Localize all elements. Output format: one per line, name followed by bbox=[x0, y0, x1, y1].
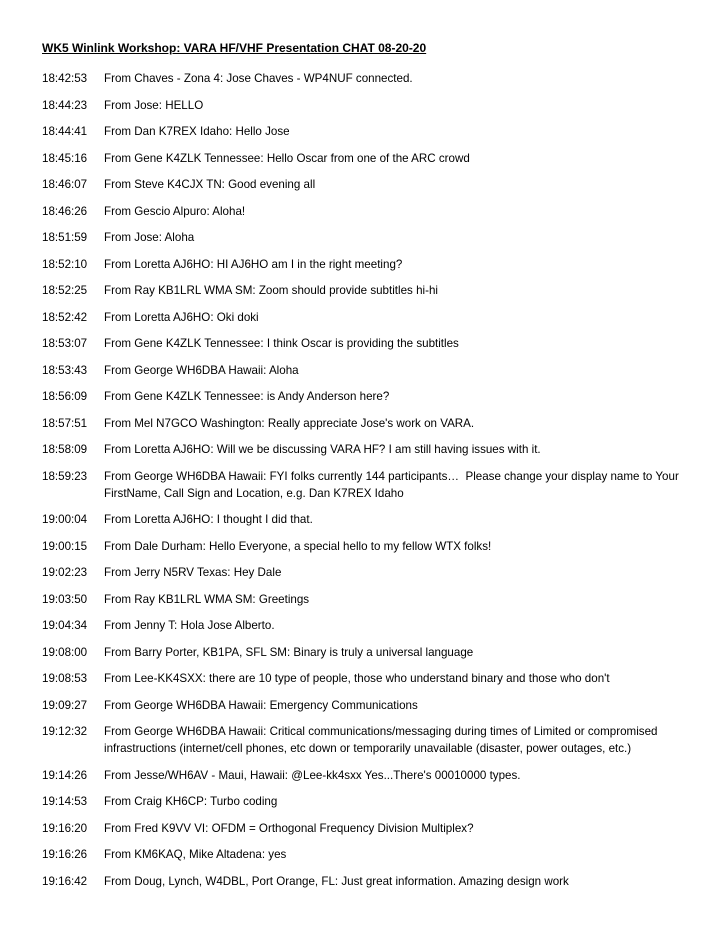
chat-entry-time: 19:16:20 bbox=[42, 821, 88, 835]
chat-entry bbox=[42, 309, 720, 326]
chat-entry-time: 18:52:25 bbox=[42, 284, 88, 297]
chat-entry-message: From Chaves - Zona 4: Jose Chaves - WP4NUF connected. bbox=[104, 72, 413, 85]
chat-entry-message: From Jenny T: Hola Jose Alberto. bbox=[104, 619, 275, 632]
chat-entry bbox=[42, 617, 720, 634]
chat-entry-time: 18:52:10 bbox=[42, 257, 88, 271]
chat-entry-time: 19:00:15 bbox=[42, 539, 88, 553]
chat-entry-message: From George WH6DBA Hawaii: Emergency Communications bbox=[104, 698, 418, 712]
chat-entry-time: 19:03:50 bbox=[42, 592, 88, 606]
chat-entry bbox=[42, 670, 720, 687]
chat-entry-message: From Gene K4ZLK Tennessee: Hello Oscar from one of the ARC crowd bbox=[104, 151, 470, 165]
chat-entry-message: From Jerry N5RV Texas: Hey Dale bbox=[104, 566, 282, 579]
chat-entry-time: 18:57:51 bbox=[42, 416, 88, 430]
chat-entry-time: 18:44:41 bbox=[42, 125, 88, 138]
chat-entry-message: From George WH6DBA Hawaii: Aloha bbox=[104, 363, 299, 377]
chat-entry bbox=[42, 70, 720, 87]
chat-entry bbox=[42, 388, 720, 405]
chat-entry-time: 18:56:09 bbox=[42, 390, 88, 403]
chat-entry bbox=[42, 441, 720, 458]
chat-entry bbox=[42, 511, 720, 528]
chat-entry-message: From Barry Porter, KB1PA, SFL SM: Binary is truly a universal language bbox=[104, 645, 474, 659]
chat-entry-time: 19:00:04 bbox=[42, 513, 88, 526]
chat-entry-message: From George WH6DBA Hawaii: FYI folks currently 144 participants… Please change your display name to Your FirstName, Call Sign and Location, e.g. Dan K7REX Idaho bbox=[104, 469, 683, 500]
chat-entry-message: From Craig KH6CP: Turbo coding bbox=[104, 795, 278, 808]
chat-entry bbox=[42, 415, 720, 432]
chat-entry-message: From Loretta AJ6HO: I thought I did that. bbox=[104, 513, 313, 526]
chat-entry-time: 19:16:26 bbox=[42, 848, 88, 861]
chat-entry-message: From Gescio Alpuro: Aloha! bbox=[104, 204, 246, 218]
chat-entry bbox=[42, 335, 720, 352]
chat-entry-message: From Jose: Aloha bbox=[104, 231, 195, 244]
chat-entry bbox=[42, 564, 720, 581]
chat-entry-time: 18:58:09 bbox=[42, 443, 88, 456]
chat-entry-time: 19:08:00 bbox=[42, 645, 88, 659]
chat-entry-time: 18:53:43 bbox=[42, 363, 88, 377]
chat-entry-message: From Gene K4ZLK Tennessee: is Andy Anderson here? bbox=[104, 390, 390, 403]
chat-entry-message: From Loretta AJ6HO: Oki doki bbox=[104, 310, 259, 324]
chat-entry-time: 19:14:26 bbox=[42, 768, 88, 782]
chat-entry-time: 18:59:23 bbox=[42, 469, 88, 483]
chat-entry bbox=[42, 697, 720, 714]
chat-log bbox=[42, 70, 720, 890]
chat-entry-time: 19:02:23 bbox=[42, 566, 88, 579]
chat-entry-time: 19:12:32 bbox=[42, 725, 88, 738]
chat-entry-message: From Fred K9VV VI: OFDM = Orthogonal Frequency Division Multiplex? bbox=[104, 821, 474, 835]
chat-entry bbox=[42, 846, 720, 863]
chat-entry-time: 18:42:53 bbox=[42, 72, 88, 85]
chat-entry-message: From Ray KB1LRL WMA SM: Greetings bbox=[104, 592, 310, 606]
chat-entry bbox=[42, 123, 720, 140]
chat-entry bbox=[42, 203, 720, 220]
chat-entry-message: From Loretta AJ6HO: Will we be discussing VARA HF? I am still having issues with it. bbox=[104, 443, 541, 456]
document-title: WK5 Winlink Workshop: VARA HF/VHF Presentation CHAT 08-20-20 bbox=[42, 41, 427, 55]
chat-entry-message: From Dan K7REX Idaho: Hello Jose bbox=[104, 125, 290, 138]
chat-entry-message: From Ray KB1LRL WMA SM: Zoom should provide subtitles hi-hi bbox=[104, 284, 438, 297]
chat-entry bbox=[42, 538, 720, 555]
chat-entry-message: From Dale Durham: Hello Everyone, a special hello to my fellow WTX folks! bbox=[104, 539, 492, 553]
chat-entry-message: From Mel N7GCO Washington: Really appreciate Jose's work on VARA. bbox=[104, 416, 475, 430]
chat-entry bbox=[42, 282, 720, 299]
chat-entry-message: From Lee-KK4SXX: there are 10 type of people, those who understand binary and those who don't bbox=[104, 672, 610, 685]
chat-entry bbox=[42, 97, 720, 114]
chat-entry-message: From Loretta AJ6HO: HI AJ6HO am I in the right meeting? bbox=[104, 257, 403, 271]
chat-entry-time: 18:44:23 bbox=[42, 98, 88, 112]
chat-entry bbox=[42, 793, 720, 810]
chat-entry-time: 19:16:42 bbox=[42, 874, 88, 888]
chat-entry-message: From Gene K4ZLK Tennessee: I think Oscar is providing the subtitles bbox=[104, 337, 459, 350]
chat-entry-time: 18:53:07 bbox=[42, 337, 88, 350]
chat-entry bbox=[42, 150, 720, 167]
chat-entry bbox=[42, 723, 720, 757]
chat-entry bbox=[42, 767, 720, 784]
chat-entry bbox=[42, 256, 720, 273]
chat-entry-time: 19:14:53 bbox=[42, 795, 88, 808]
chat-entry-time: 18:45:16 bbox=[42, 151, 88, 165]
chat-entry-message: From George WH6DBA Hawaii: Critical communications/messaging during times of Limited or compromised infrastructions (internet/cell phones, etc down or temporarily unavailable (disaster, power outages, etc.) bbox=[104, 725, 661, 755]
chat-entry bbox=[42, 873, 720, 890]
chat-entry-message: From KM6KAQ, Mike Altadena: yes bbox=[104, 848, 287, 861]
chat-entry-message: From Jose: HELLO bbox=[104, 98, 204, 112]
chat-entry-message: From Jesse/WH6AV - Maui, Hawaii: @Lee-kk4sxx Yes...There's 00010000 types. bbox=[104, 768, 521, 782]
chat-entry-time: 18:52:42 bbox=[42, 310, 88, 324]
chat-entry-time: 19:04:34 bbox=[42, 619, 88, 632]
chat-entry bbox=[42, 468, 720, 502]
chat-entry bbox=[42, 591, 720, 608]
chat-entry bbox=[42, 820, 720, 837]
chat-entry-time: 19:09:27 bbox=[42, 698, 88, 712]
chat-entry-time: 18:51:59 bbox=[42, 231, 88, 244]
chat-entry bbox=[42, 229, 720, 246]
chat-entry bbox=[42, 176, 720, 193]
chat-entry-message: From Doug, Lynch, W4DBL, Port Orange, FL: Just great information. Amazing design work bbox=[104, 874, 569, 888]
chat-entry-time: 18:46:26 bbox=[42, 204, 88, 218]
chat-entry-message: From Steve K4CJX TN: Good evening all bbox=[104, 178, 316, 191]
chat-entry bbox=[42, 644, 720, 661]
chat-entry-time: 18:46:07 bbox=[42, 178, 88, 191]
chat-entry bbox=[42, 362, 720, 379]
chat-entry-time: 19:08:53 bbox=[42, 672, 88, 685]
